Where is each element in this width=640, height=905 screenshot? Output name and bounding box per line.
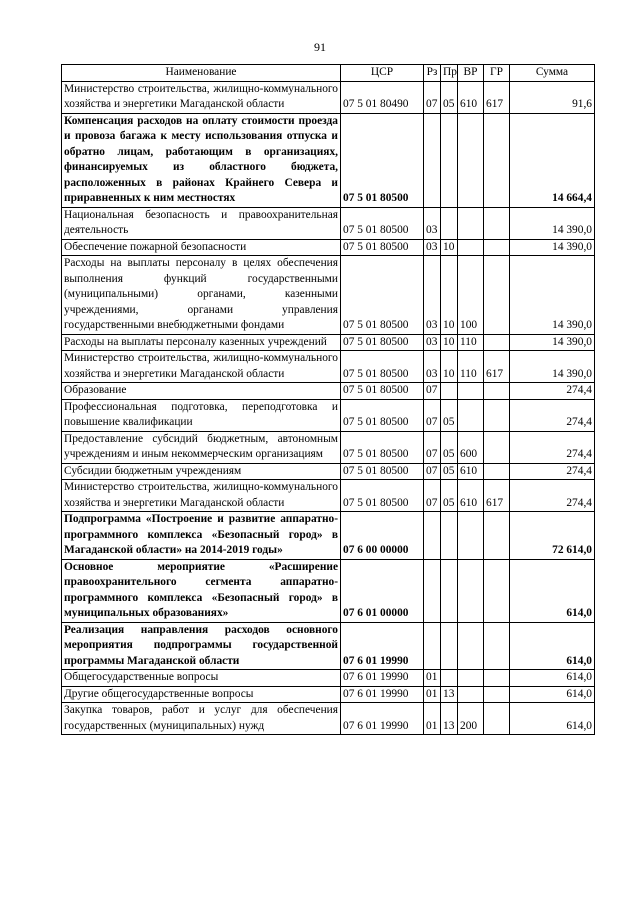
header-vr: ВР xyxy=(458,65,484,82)
cell-vr xyxy=(458,399,484,431)
cell-gr xyxy=(484,686,510,703)
cell-name: Министерство строительства, жилищно-коммунального хозяйства и энергетики Магаданской области xyxy=(62,81,341,113)
cell-csr: 07 5 01 80500 xyxy=(341,239,424,256)
cell-csr: 07 5 01 80500 xyxy=(341,351,424,383)
cell-vr: 600 xyxy=(458,431,484,463)
cell-gr xyxy=(484,399,510,431)
cell-csr: 07 5 01 80500 xyxy=(341,383,424,400)
cell-name: Предоставление субсидий бюджетным, автономным учреждениям и иным некоммерческим организациям xyxy=(62,431,341,463)
cell-sum: 14 390,0 xyxy=(510,256,595,335)
cell-pr: 05 xyxy=(441,463,458,480)
cell-gr xyxy=(484,239,510,256)
table-row xyxy=(62,686,595,703)
table-row xyxy=(62,113,595,207)
cell-gr xyxy=(484,670,510,687)
cell-pr xyxy=(441,559,458,622)
cell-sum: 614,0 xyxy=(510,559,595,622)
cell-vr: 110 xyxy=(458,334,484,351)
cell-sum: 274,4 xyxy=(510,480,595,512)
table-row xyxy=(62,431,595,463)
cell-name: Компенсация расходов на оплату стоимости проезда и провоза багажа к месту использования отпуска и обратно лицам, работающим в организациях, финансируемых из областного бюджета, расположенных в районах Крайнего Севера и приравненных к ним местностях xyxy=(62,113,341,207)
cell-gr xyxy=(484,431,510,463)
cell-sum: 274,4 xyxy=(510,399,595,431)
table-row xyxy=(62,512,595,560)
cell-pr xyxy=(441,670,458,687)
cell-pr: 05 xyxy=(441,431,458,463)
cell-vr: 610 xyxy=(458,81,484,113)
cell-pr: 10 xyxy=(441,256,458,335)
table-row xyxy=(62,351,595,383)
cell-pr xyxy=(441,207,458,239)
cell-csr: 07 5 01 80500 xyxy=(341,207,424,239)
cell-csr: 07 5 01 80500 xyxy=(341,399,424,431)
cell-pr xyxy=(441,383,458,400)
cell-csr: 07 6 01 19990 xyxy=(341,670,424,687)
cell-gr xyxy=(484,256,510,335)
cell-name: Профессиональная подготовка, переподготовка и повышение квалификации xyxy=(62,399,341,431)
cell-name: Обеспечение пожарной безопасности xyxy=(62,239,341,256)
cell-pr xyxy=(441,113,458,207)
cell-vr: 100 xyxy=(458,256,484,335)
table-header-row xyxy=(62,65,595,82)
cell-sum: 14 390,0 xyxy=(510,239,595,256)
cell-vr xyxy=(458,512,484,560)
page-number: 91 xyxy=(314,40,326,54)
table-row xyxy=(62,207,595,239)
table-row xyxy=(62,239,595,256)
cell-vr xyxy=(458,559,484,622)
cell-rz: 03 xyxy=(424,334,441,351)
cell-name: Расходы на выплаты персоналу в целях обеспечения выполнения функций государственными (муниципальными) органами, казенными учреждениями, органами управления государственными внебюджетными фондами xyxy=(62,256,341,335)
table-row xyxy=(62,399,595,431)
header-csr: ЦСР xyxy=(341,65,424,82)
cell-csr: 07 6 01 19990 xyxy=(341,703,424,735)
cell-csr: 07 5 01 80500 xyxy=(341,463,424,480)
cell-name: Образование xyxy=(62,383,341,400)
budget-table xyxy=(61,64,595,735)
cell-rz: 03 xyxy=(424,256,441,335)
cell-csr: 07 5 01 80500 xyxy=(341,480,424,512)
cell-rz: 03 xyxy=(424,351,441,383)
cell-pr: 13 xyxy=(441,703,458,735)
cell-rz: 07 xyxy=(424,463,441,480)
cell-sum: 274,4 xyxy=(510,431,595,463)
table-row xyxy=(62,480,595,512)
cell-name: Субсидии бюджетным учреждениям xyxy=(62,463,341,480)
cell-name: Подпрограмма «Построение и развитие аппаратно-программного комплекса «Безопасный город» в Магаданской области» на 2014-2019 годы» xyxy=(62,512,341,560)
cell-vr xyxy=(458,113,484,207)
table-row xyxy=(62,559,595,622)
table-row xyxy=(62,81,595,113)
cell-gr: 617 xyxy=(484,480,510,512)
cell-rz: 07 xyxy=(424,399,441,431)
cell-vr: 200 xyxy=(458,703,484,735)
cell-gr xyxy=(484,383,510,400)
cell-sum: 274,4 xyxy=(510,463,595,480)
cell-gr xyxy=(484,207,510,239)
cell-gr xyxy=(484,559,510,622)
cell-pr: 05 xyxy=(441,399,458,431)
cell-rz: 07 xyxy=(424,383,441,400)
header-pr: Пр xyxy=(441,65,458,82)
cell-sum: 14 390,0 xyxy=(510,351,595,383)
cell-vr xyxy=(458,383,484,400)
header-sum: Сумма xyxy=(510,65,595,82)
cell-sum: 274,4 xyxy=(510,383,595,400)
cell-name: Министерство строительства, жилищно-коммунального хозяйства и энергетики Магаданской области xyxy=(62,480,341,512)
table-row xyxy=(62,256,595,335)
cell-gr xyxy=(484,334,510,351)
header-name: Наименование xyxy=(62,65,341,82)
cell-rz: 03 xyxy=(424,239,441,256)
cell-vr xyxy=(458,686,484,703)
table-row xyxy=(62,670,595,687)
cell-pr: 05 xyxy=(441,480,458,512)
cell-rz: 03 xyxy=(424,207,441,239)
cell-name: Закупка товаров, работ и услуг для обеспечения государственных (муниципальных) нужд xyxy=(62,703,341,735)
cell-vr xyxy=(458,207,484,239)
table-row xyxy=(62,703,595,735)
cell-pr xyxy=(441,512,458,560)
cell-rz: 07 xyxy=(424,480,441,512)
cell-sum: 614,0 xyxy=(510,703,595,735)
cell-vr: 610 xyxy=(458,463,484,480)
cell-sum: 614,0 xyxy=(510,670,595,687)
cell-name: Национальная безопасность и правоохранительная деятельность xyxy=(62,207,341,239)
cell-vr: 110 xyxy=(458,351,484,383)
cell-pr: 13 xyxy=(441,686,458,703)
cell-name: Реализация направления расходов основного мероприятия подпрограммы государственной программы Магаданской области xyxy=(62,622,341,670)
cell-rz xyxy=(424,113,441,207)
cell-vr xyxy=(458,239,484,256)
cell-csr: 07 5 01 80500 xyxy=(341,431,424,463)
cell-csr: 07 6 01 19990 xyxy=(341,686,424,703)
cell-pr: 10 xyxy=(441,239,458,256)
table-row xyxy=(62,334,595,351)
cell-csr: 07 6 00 00000 xyxy=(341,512,424,560)
cell-gr xyxy=(484,113,510,207)
cell-rz xyxy=(424,559,441,622)
cell-pr xyxy=(441,622,458,670)
cell-name: Другие общегосударственные вопросы xyxy=(62,686,341,703)
cell-gr xyxy=(484,622,510,670)
cell-name: Общегосударственные вопросы xyxy=(62,670,341,687)
cell-gr: 617 xyxy=(484,81,510,113)
cell-vr: 610 xyxy=(458,480,484,512)
cell-csr: 07 6 01 19990 xyxy=(341,622,424,670)
cell-csr: 07 5 01 80500 xyxy=(341,334,424,351)
table-body xyxy=(62,81,595,735)
cell-sum: 14 390,0 xyxy=(510,334,595,351)
cell-rz: 07 xyxy=(424,431,441,463)
cell-gr xyxy=(484,463,510,480)
table-row xyxy=(62,463,595,480)
cell-sum: 614,0 xyxy=(510,622,595,670)
header-rz: Рз xyxy=(424,65,441,82)
cell-name: Министерство строительства, жилищно-коммунального хозяйства и энергетики Магаданской области xyxy=(62,351,341,383)
cell-vr xyxy=(458,622,484,670)
cell-pr: 10 xyxy=(441,351,458,383)
cell-csr: 07 5 01 80500 xyxy=(341,113,424,207)
cell-name: Расходы на выплаты персоналу казенных учреждений xyxy=(62,334,341,351)
cell-name: Основное мероприятие «Расширение правоохранительного сегмента аппаратно-программного комплекса «Безопасный город» в муниципальных образованиях» xyxy=(62,559,341,622)
cell-rz xyxy=(424,512,441,560)
cell-pr: 05 xyxy=(441,81,458,113)
cell-gr xyxy=(484,512,510,560)
cell-gr: 617 xyxy=(484,351,510,383)
cell-sum: 14 390,0 xyxy=(510,207,595,239)
cell-pr: 10 xyxy=(441,334,458,351)
cell-gr xyxy=(484,703,510,735)
header-gr: ГР xyxy=(484,65,510,82)
cell-sum: 72 614,0 xyxy=(510,512,595,560)
cell-csr: 07 5 01 80490 xyxy=(341,81,424,113)
cell-rz xyxy=(424,622,441,670)
table-row xyxy=(62,383,595,400)
table-row xyxy=(62,622,595,670)
cell-rz: 01 xyxy=(424,686,441,703)
cell-rz: 07 xyxy=(424,81,441,113)
cell-sum: 91,6 xyxy=(510,81,595,113)
cell-rz: 01 xyxy=(424,670,441,687)
cell-sum: 14 664,4 xyxy=(510,113,595,207)
cell-sum: 614,0 xyxy=(510,686,595,703)
cell-csr: 07 6 01 00000 xyxy=(341,559,424,622)
cell-vr xyxy=(458,670,484,687)
cell-rz: 01 xyxy=(424,703,441,735)
cell-csr: 07 5 01 80500 xyxy=(341,256,424,335)
